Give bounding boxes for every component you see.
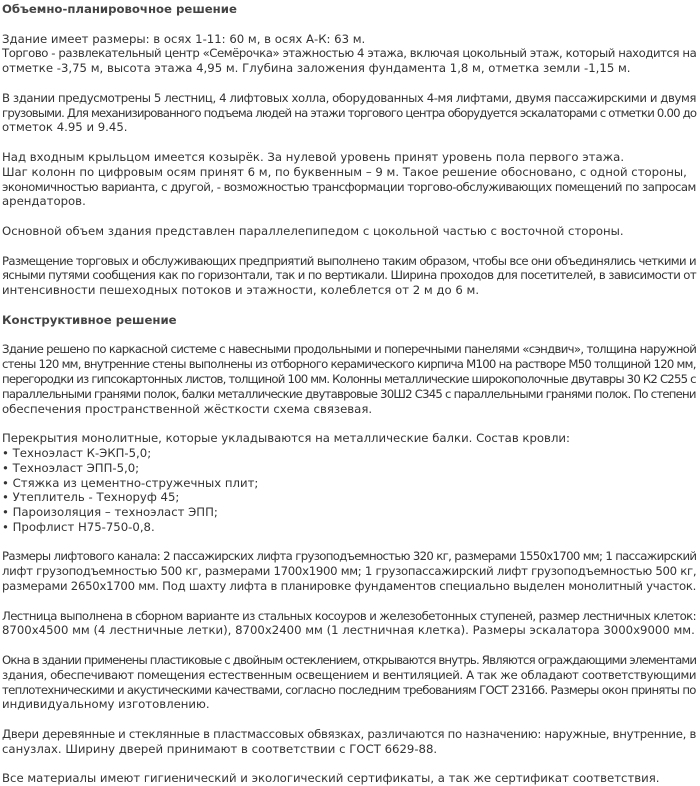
text-line: Окна в здании применены пластиковые с двойным остеклением, открываются внутрь. Являются ограждающими элементами [2, 653, 697, 668]
list-item: • Пароизоляция – техноэласт ЭПП; [2, 505, 218, 520]
text-line: лифт грузоподъемностью 500 кг, размерами 1700х1900 мм; 1 грузопассажирский лифт грузоподъемностью 500 кг, [2, 564, 697, 579]
paragraph-elevator-shaft [2, 549, 696, 593]
text-line: ясными путями сообщения как по горизонтали, так и по вертикали. Ширина проходов для посетителей, в зависимости от [2, 268, 697, 283]
text-line: Размещение торговых и обслуживающих предприятий выполнено таким образом, чтобы все они объединялись четкими и [2, 253, 696, 268]
paragraph-dimensions [2, 32, 696, 76]
text-line: здания, обеспечивают помещения естественным освещением и вентиляцией. А так же обладают соответствующими [2, 667, 697, 682]
text-line: Торгово - развлекательный центр «Семёрочка» этажностью 4 этажа, включая цокольный этаж, который находится на [2, 46, 697, 61]
text-line: санузлах. Ширину дверей принимают в соответствии с ГОСТ 6629-88. [2, 741, 438, 756]
paragraph-main-volume [2, 224, 696, 239]
text-line: Все материалы имеют гигиенический и экологический сертификаты, а так же сертификат соответствия. [2, 771, 660, 786]
text-line: арендаторов. [2, 194, 86, 209]
text-line: 8700х4500 мм (4 лестничные летки), 8700х2400 мм (1 лестничная клетка). Размеры эскалатора 3000х9000 мм. [2, 623, 695, 638]
text-line: отметке -3,75 м, высота этажа 4,95 м. Глубина заложения фундамента 1,8 м, отметка земли -1,15 м. [2, 61, 631, 76]
document-body [2, 2, 696, 786]
text-line: Над входным крыльцом имеется козырёк. За нулевой уровень принят уровень пола первого этажа. [2, 149, 625, 164]
text-line: отметок 4.95 и 9.45. [2, 120, 128, 135]
paragraph-certificates [2, 771, 696, 786]
paragraph-stairs-elevators [2, 91, 696, 135]
text-line: Размеры лифтового канала: 2 пассажирских лифта грузоподъемностью 320 кг, размерами 1550х1700 мм; 1 пассажирский [2, 549, 697, 564]
text-line: Лестница выполнена в сборном варианте из стальных косоуров и железобетонных ступеней, размер лестничных клеток: [2, 608, 696, 623]
section-heading-structural: Конструктивное решение [2, 312, 177, 327]
text-line: экономичностью варианта, с другой, - возможностью трансформации торгово-обслуживающих помещений по запросам [2, 179, 696, 194]
text-line: Перекрытия монолитные, которые укладываются на металлические балки. Состав кровли: [2, 431, 570, 446]
text-line: параллельными гранями полок, балки металлические двутавровые 30Ш2 С345 с параллельными гранями полок. По степени [2, 386, 696, 401]
text-line: Шаг колонн по цифровым осям принят 6 м, по буквенным – 9 м. Такое решение обосновано, с одной стороны, [2, 164, 687, 179]
text-line: Двери деревянные и стеклянные в пластмассовых обвязках, различаются по назначению: наружные, внутренние, в [2, 727, 697, 742]
list-item: • Стяжка из цементно-стружечных плит; [2, 475, 259, 490]
text-line: Здание имеет размеры: в осях 1-11: 60 м, в осях А-К: 63 м. [2, 31, 366, 46]
text-line: индивидуальному изготовлению. [2, 697, 210, 712]
paragraph-canopy-columns [2, 150, 696, 209]
text-line: обеспечения пространственной жёсткости схема связевая. [2, 401, 373, 416]
text-line: стены 120 мм, внутренние стены выполнены из отборного керамического кирпича М100 на растворе М50 толщиной 120 мм, [2, 357, 696, 372]
paragraph-doors [2, 727, 696, 757]
paragraph-placement [2, 254, 696, 298]
text-line: интенсивности пешеходных потоков и этажности, колеблется от 2 м до 6 м. [2, 283, 480, 298]
list-item: • Профлист Н75-750-0,8. [2, 519, 155, 534]
text-line: размерами 2650х1700 мм. Под шахту лифта в планировке фундаментов специально выделен монолитный участок. [2, 579, 697, 594]
section-heading-layout: Объемно-планировочное решение [2, 2, 237, 16]
text-line: грузовыми. Для механизированного подъема людей на этажи торгового центра оборудуется эскалаторами с отметки 0.00 до [2, 105, 697, 120]
list-item: • Техноэласт ЭПП-5,0; [2, 460, 140, 475]
text-line: В здании предусмотрены 5 лестниц, 4 лифтовых холла, оборудованных 4-мя лифтами, двумя пассажирскими и двумя [2, 90, 696, 105]
paragraph-staircase [2, 609, 696, 639]
text-line: Основной объем здания представлен параллелепипедом с цокольной частью с восточной стороны. [2, 223, 624, 238]
text-line: теплотехническими и акустическими качествами, согласно последним требованиям ГОСТ 23166. Размеры окон приняты по [2, 682, 696, 697]
paragraph-roof-composition [2, 431, 696, 535]
paragraph-windows [2, 653, 696, 712]
paragraph-frame-system [2, 342, 696, 416]
text-line: перегородки из гипсокартонных листов, толщиной 100 мм. Колонны металлические широкополочные двутавры 30 К2 С255 с [2, 371, 696, 386]
text-line: Здание решено по каркасной системе с навесными продольными и поперечными панелями «сэндвич», толщина наружной [2, 342, 697, 357]
list-item: • Утеплитель - Технoруф 45; [2, 490, 180, 505]
list-item: • Техноэласт К-ЭКП-5,0; [2, 445, 152, 460]
